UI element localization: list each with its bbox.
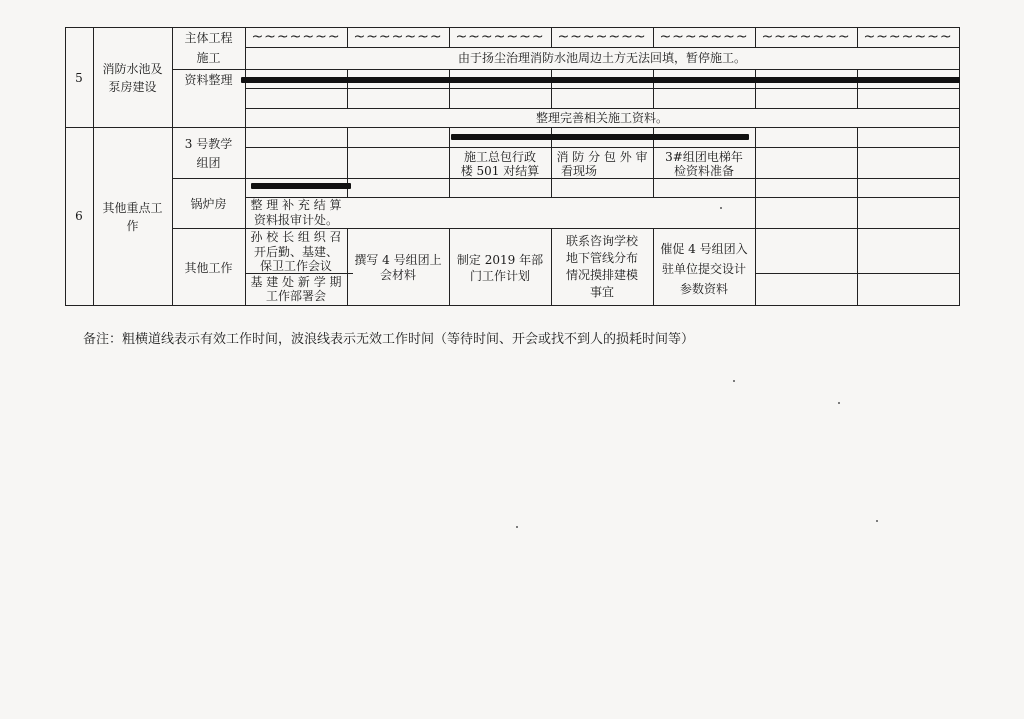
item-label-line: 锅炉房	[190, 197, 227, 211]
cell-line: 催促 4 号组团入	[660, 242, 748, 256]
cell-line: 联系咨询学校	[565, 234, 638, 248]
cell-line: 门工作计划	[469, 269, 530, 283]
row-number: 6	[75, 209, 83, 223]
item-label-line: 资料整理	[184, 73, 233, 87]
cell-line: 资料报审计处。	[253, 213, 338, 227]
cell-line: 地下管线分布	[565, 251, 638, 265]
cell-line: 保卫工作会议	[259, 259, 332, 273]
cell-line: 事宜	[589, 285, 614, 299]
row-category-line: 作	[126, 219, 139, 233]
progress-bar-teaching-group	[451, 134, 749, 140]
scan-speck	[720, 207, 722, 209]
wavy-line: ~~~~~~~	[353, 29, 443, 45]
wavy-line: ~~~~~~~	[557, 29, 647, 45]
row-number: 5	[75, 71, 83, 85]
cell-line: 会材料	[379, 268, 416, 282]
cell-line: 检资料准备	[673, 164, 734, 178]
progress-bar-boiler-room	[251, 183, 351, 189]
cell-line: 制定 2019 年部	[456, 253, 544, 267]
row-category-line: 泵房建设	[108, 80, 157, 94]
scan-speck	[733, 380, 735, 382]
cell-line: 3#组团电梯年	[665, 150, 743, 164]
cell-note: 由于扬尘治理消防水池周边土方无法回填，暂停施工。	[457, 51, 746, 65]
cell-line: 情况摸排建模	[565, 268, 638, 282]
cell-line: 楼 501 对结算	[460, 164, 540, 178]
wavy-line: ~~~~~~~	[251, 29, 341, 45]
cell-line: 工作部署会	[265, 289, 326, 303]
cell-line: 驻单位提交设计	[661, 262, 746, 276]
scan-speck	[838, 402, 840, 404]
row-category-line: 其他重点工	[102, 201, 163, 215]
wavy-line: ~~~~~~~	[761, 29, 851, 45]
progress-bar-data-organizing	[241, 77, 960, 83]
cell-note: 整理完善相关施工资料。	[535, 111, 668, 125]
cell-line: 整 理 补 充 结 算	[250, 198, 342, 212]
cell-line: 基 建 处 新 学 期	[250, 275, 342, 289]
cell-line: 消 防 分 包 外 审	[556, 150, 648, 164]
item-label-line: 其他工作	[184, 261, 233, 275]
wavy-line: ~~~~~~~	[659, 29, 749, 45]
item-label-line: 施工	[196, 51, 221, 65]
scan-speck	[876, 520, 878, 522]
cell-line: 孙 校 长 组 织 召	[250, 230, 342, 244]
wavy-line: ~~~~~~~	[863, 29, 953, 45]
item-label-line: 主体工程	[184, 31, 233, 45]
footnote: 备注：粗横道线表示有效工作时间，波浪线表示无效工作时间（等待时间、开会或找不到人的损耗时间等）	[83, 332, 695, 347]
cell-line: 参数资料	[679, 282, 728, 296]
cell-line: 看现场	[561, 164, 598, 178]
cell-line: 施工总包行政	[463, 150, 536, 164]
scan-speck	[516, 526, 518, 528]
cell-line: 撰写 4 号组团上	[354, 253, 442, 267]
cell-line: 开后勤、基建、	[253, 245, 338, 259]
row-category-line: 消防水池及	[102, 62, 163, 76]
wavy-line: ~~~~~~~	[455, 29, 545, 45]
item-label-line: 3 号教学	[184, 137, 233, 151]
item-label-line: 组团	[196, 156, 221, 170]
